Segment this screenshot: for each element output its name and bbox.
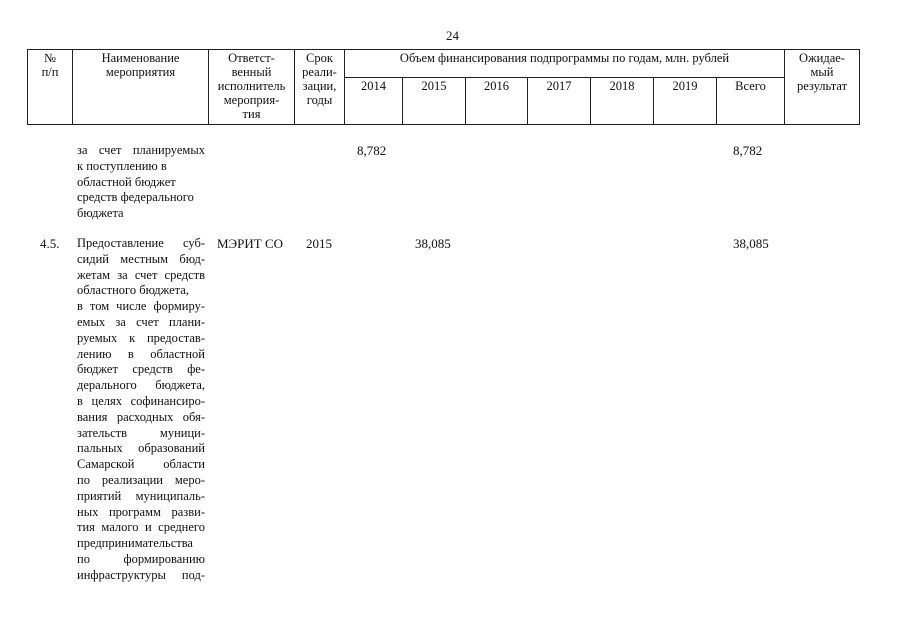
header-num-col: № п/п [27, 49, 73, 125]
row-prev-value-2014: 8,782 [357, 143, 387, 158]
text-line: бюджета [77, 206, 124, 221]
row-prev-value-total: 8,782 [733, 143, 763, 158]
row-45-term: 2015 [306, 236, 332, 251]
text-line: средств федерального [77, 190, 194, 205]
page-number: 24 [446, 28, 459, 43]
header-term-col: Срок реали- зации, годы [294, 49, 345, 125]
row-45-name [77, 236, 205, 584]
text-line: Предоставление суб- [77, 236, 205, 250]
header-funding-col: Объем финансирования подпрограммы по годам, млн. рублей [344, 49, 785, 78]
text-line: по реализации меро- [77, 472, 205, 487]
text-line: Самарской области [77, 457, 205, 472]
header-name-col: Наименование мероприятия [72, 49, 209, 125]
header-year-2015: 2015 [402, 77, 466, 125]
text-line: зательств муници- [77, 425, 205, 440]
row-prev-name [77, 143, 205, 222]
row-number: 4.5. [40, 236, 60, 251]
text-line: областной бюджет [77, 174, 176, 189]
text-line: в том числе формиру- [77, 299, 205, 314]
text-line: вания расходных обя- [77, 409, 205, 424]
header-year-2019: 2019 [653, 77, 717, 125]
text-line: за счет планируемых [77, 143, 205, 157]
header-result-col: Ожидае- мый результат [784, 49, 860, 125]
text-line: к поступлению в [77, 158, 167, 173]
text-line: областного бюджета, [77, 283, 189, 298]
text-line: лению в областной [77, 346, 205, 361]
text-line: сидий местным бюд- [77, 251, 205, 266]
header-year-2018: 2018 [590, 77, 654, 125]
text-line: приятий муниципаль- [77, 488, 205, 503]
row-45-value-total: 38,085 [733, 236, 769, 251]
text-line: ных программ разви- [77, 504, 205, 519]
text-line: по формированию [77, 551, 205, 566]
text-line: бюджет средств фе- [77, 362, 205, 377]
header-responsible-col: Ответст- венный исполнитель мероприя- тия [208, 49, 295, 125]
row-45-responsible: МЭРИТ СО [217, 236, 284, 251]
text-line: жетам за счет средств [77, 267, 205, 282]
text-line: инфраструктуры под- [77, 567, 205, 582]
text-line: в целях софинансиро- [77, 393, 205, 408]
row-45-value-2015: 38,085 [415, 236, 451, 251]
header-year-total: Всего [716, 77, 785, 125]
text-line: дерального бюджета, [77, 378, 205, 393]
text-line: предпринимательства [77, 536, 193, 551]
text-line: пальных образований [77, 441, 205, 456]
text-line: тия малого и среднего [77, 520, 205, 535]
header-year-2014: 2014 [344, 77, 403, 125]
header-year-2017: 2017 [527, 77, 591, 125]
text-line: емых за счет плани- [77, 314, 205, 329]
header-year-2016: 2016 [465, 77, 528, 125]
text-line: руемых к предостав- [77, 330, 205, 345]
